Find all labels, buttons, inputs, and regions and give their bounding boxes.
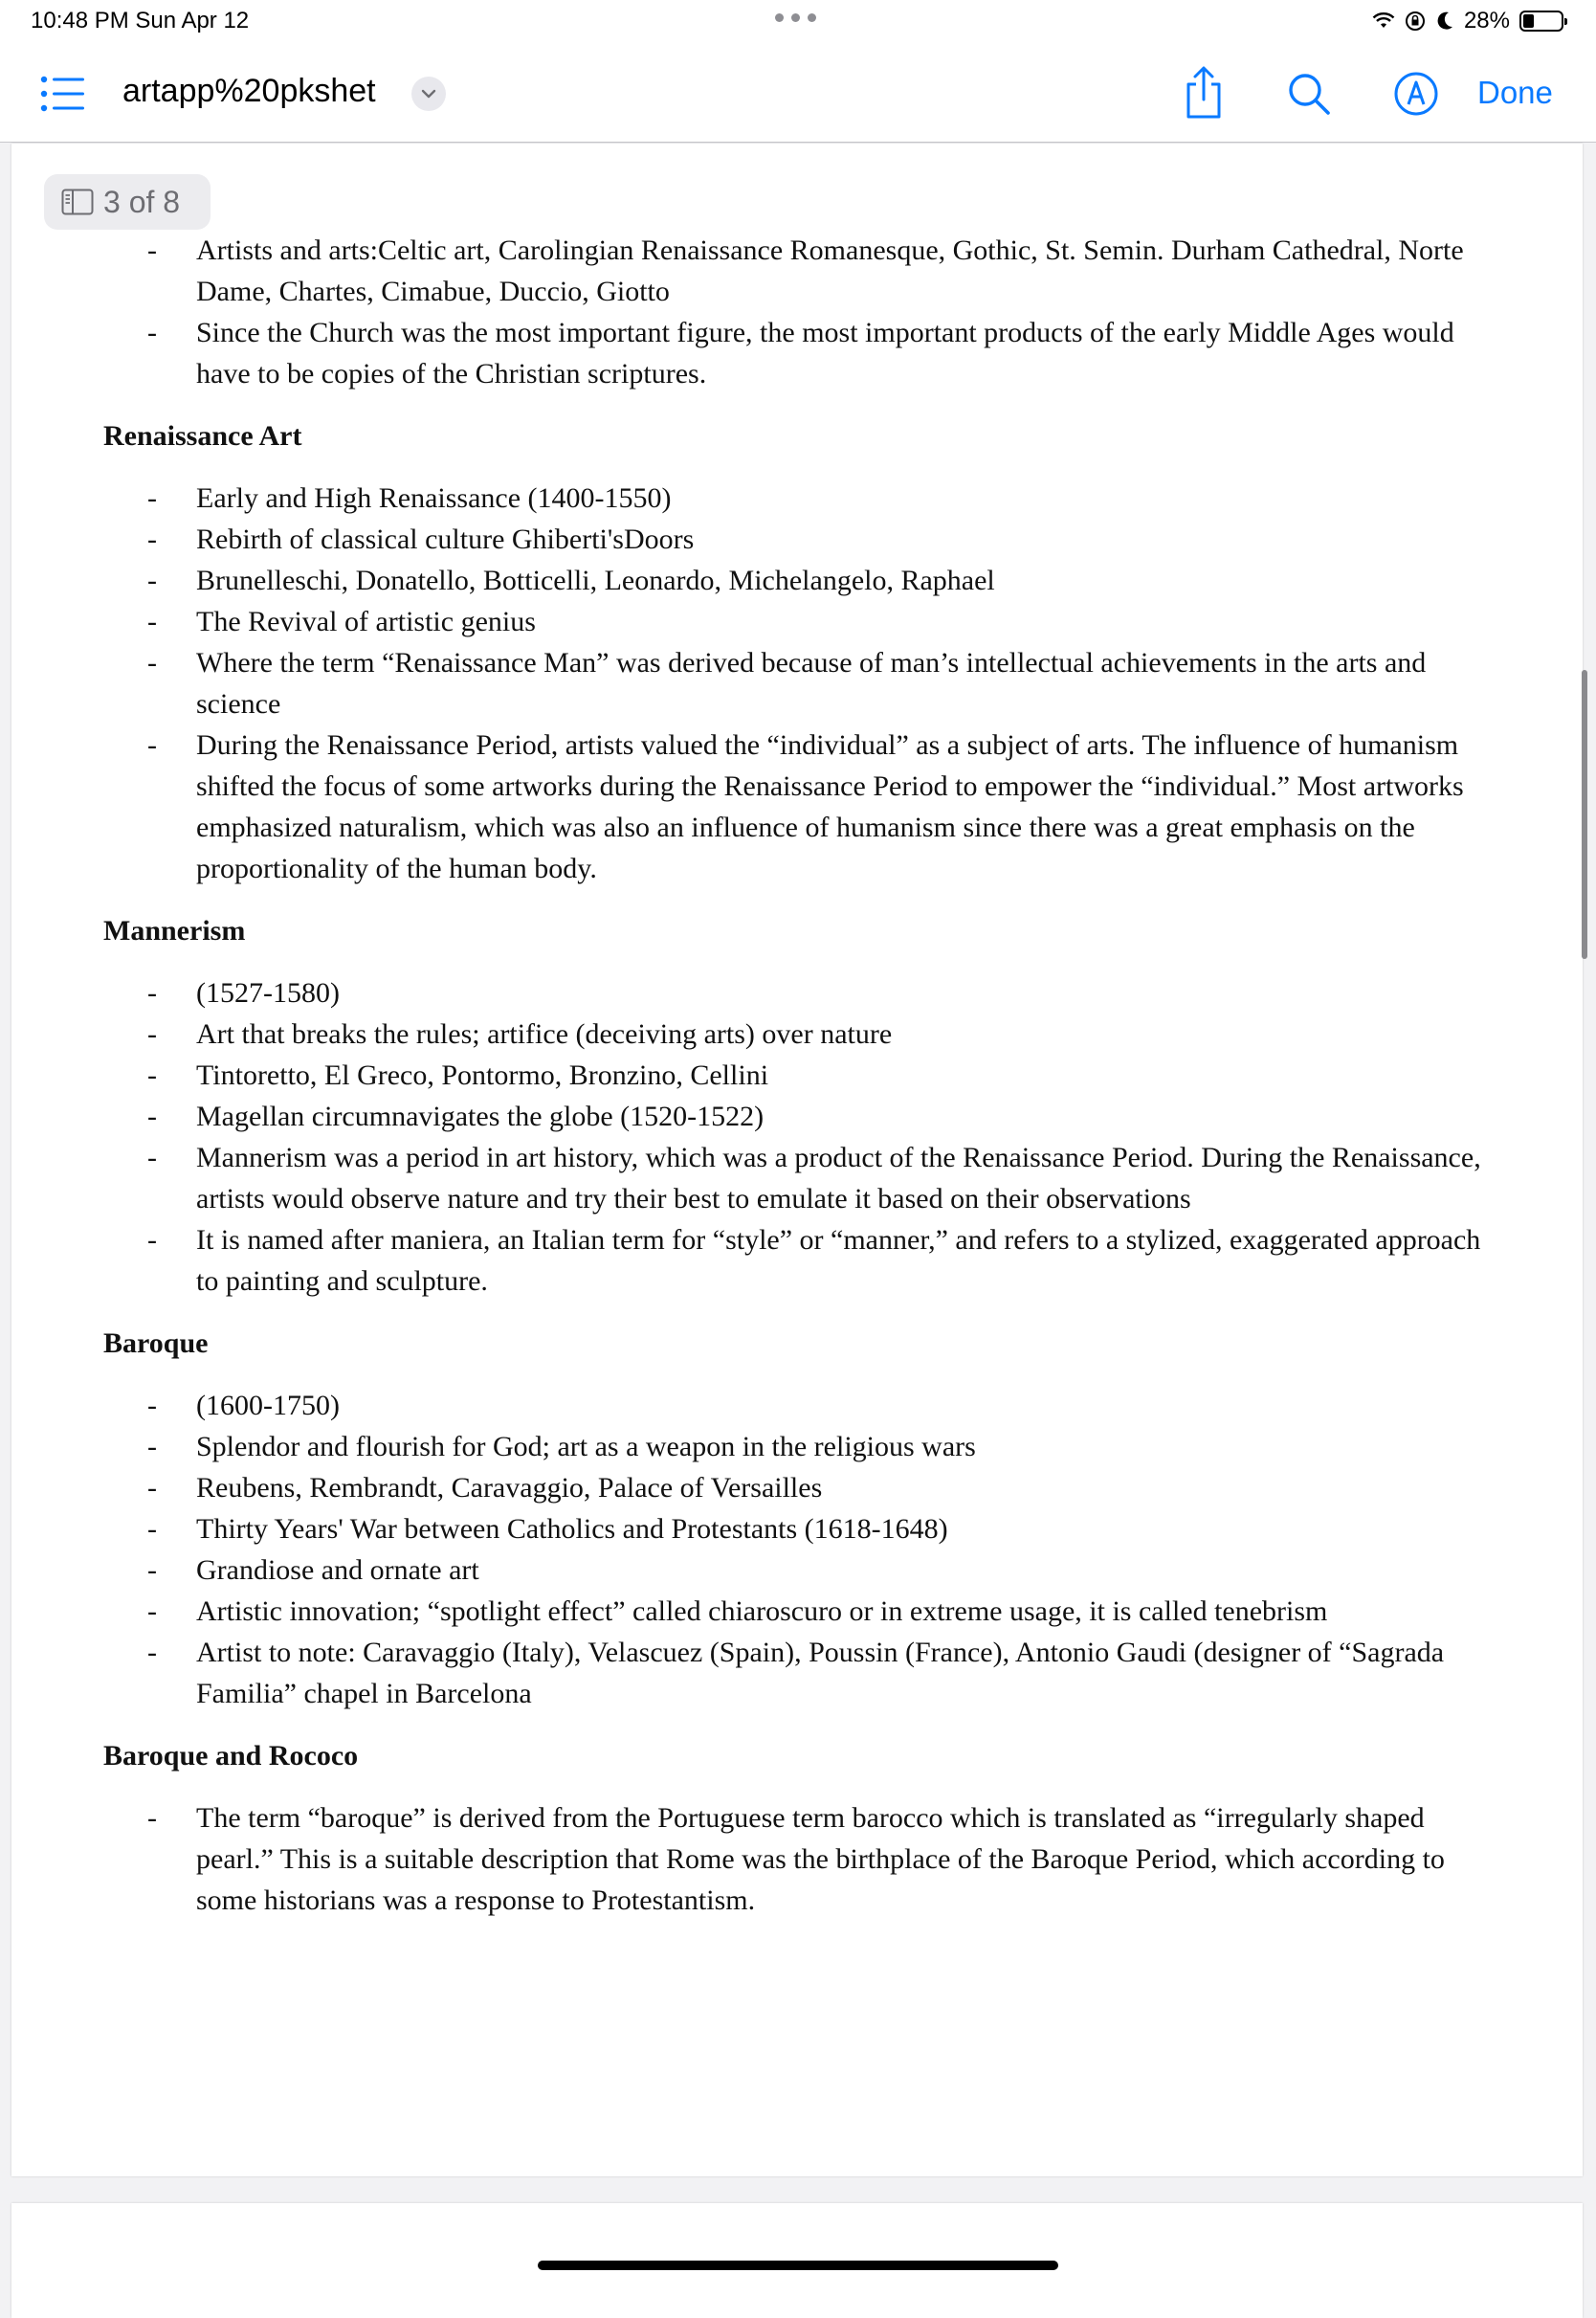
list-item: - Artists and arts:Celtic art, Carolingian Renaissance Romanesque, Gothic, St. Semin. Durham Cathedral, Norte Dame, Chartes, Cimabue, Duccio, Giotto [103, 230, 1500, 312]
scrollbar[interactable] [1582, 670, 1587, 959]
list-item: - Splendor and flourish for God; art as a weapon in the religious wars [103, 1426, 1500, 1467]
list-item: - Reubens, Rembrandt, Caravaggio, Palace of Versailles [103, 1467, 1500, 1508]
baroque-rococo-bullet-list [103, 1797, 1500, 1921]
page-indicator[interactable] [44, 174, 211, 230]
document-content [103, 230, 1500, 1921]
list-item: - Rebirth of classical culture Ghiberti'sDoors [103, 519, 1500, 560]
moon-icon [1435, 11, 1454, 32]
section-heading-baroque: Baroque [103, 1327, 209, 1359]
status-bar [0, 0, 1596, 46]
list-item: - Artistic innovation; “spotlight effect” called chiaroscuro or in extreme usage, it is called tenebrism [103, 1591, 1500, 1632]
orientation-lock-icon [1405, 11, 1426, 32]
list-item: - During the Renaissance Period, artists valued the “individual” as a subject of arts. The influence of humanism shifted the focus of some artworks during the Renaissance Period to empower the “individual.” Most artworks emphasized naturalism, which was also an influence of humanism since there was a great emphasis on the proportionality of the human body. [103, 724, 1500, 889]
search-icon[interactable] [1286, 71, 1332, 117]
list-item: - Thirty Years' War between Catholics and Protestants (1618-1648) [103, 1508, 1500, 1549]
list-item: - Grandiose and ornate art [103, 1549, 1500, 1591]
multitasking-dots-icon[interactable] [775, 13, 816, 22]
battery-percent: 28% [1463, 8, 1510, 33]
mannerism-bullet-list [103, 972, 1500, 1302]
section-heading-renaissance: Renaissance Art [103, 420, 302, 452]
list-icon[interactable] [40, 75, 84, 113]
list-item: - Mannerism was a period in art history, which was a product of the Renaissance Period. During the Renaissance, artists would observe nature and try their best to emulate it based on their observations [103, 1137, 1500, 1219]
list-item: - (1600-1750) [103, 1385, 1500, 1426]
intro-bullet-list [103, 230, 1500, 394]
sidebar-icon [61, 189, 94, 215]
done-button[interactable]: Done [1477, 75, 1553, 110]
chevron-down-icon[interactable] [411, 77, 446, 111]
section-heading-baroque-rococo: Baroque and Rococo [103, 1740, 359, 1772]
markup-icon[interactable] [1393, 71, 1439, 117]
document-title[interactable]: artapp%20pkshet [122, 73, 376, 109]
baroque-bullet-list [103, 1385, 1500, 1714]
list-item: - Brunelleschi, Donatello, Botticelli, Leonardo, Michelangelo, Raphael [103, 560, 1500, 601]
list-item: - Tintoretto, El Greco, Pontormo, Bronzino, Cellini [103, 1055, 1500, 1096]
list-item: - The Revival of artistic genius [103, 601, 1500, 642]
list-item: - (1527-1580) [103, 972, 1500, 1014]
renaissance-bullet-list [103, 478, 1500, 889]
list-item: - Since the Church was the most important figure, the most important products of the early Middle Ages would have to be copies of the Christian scriptures. [103, 312, 1500, 394]
battery-icon [1519, 11, 1563, 32]
list-item: - It is named after maniera, an Italian term for “style” or “manner,” and refers to a stylized, exaggerated approach to painting and sculpture. [103, 1219, 1500, 1302]
list-item: - The term “baroque” is derived from the Portuguese term barocco which is translated as “irregularly shaped pearl.” This is a suitable description that Rome was the birthplace of the Baroque Period, which according to some historians was a response to Protestantism. [103, 1797, 1500, 1921]
home-indicator[interactable] [538, 2261, 1058, 2270]
list-item: - Artist to note: Caravaggio (Italy), Velascuez (Spain), Poussin (France), Antonio Gaudi (designer of “Sagrada Familia” chapel in Barcelona [103, 1632, 1500, 1714]
list-item: - Early and High Renaissance (1400-1550) [103, 478, 1500, 519]
share-icon[interactable] [1183, 65, 1225, 121]
status-indicators [1372, 8, 1563, 34]
wifi-icon [1372, 12, 1395, 30]
list-item: - Art that breaks the rules; artifice (deceiving arts) over nature [103, 1014, 1500, 1055]
page-indicator-label: 3 of 8 [103, 184, 181, 219]
status-time: 10:48 PM Sun Apr 12 [31, 8, 250, 33]
section-heading-mannerism: Mannerism [103, 915, 246, 947]
list-item: - Where the term “Renaissance Man” was derived because of man’s intellectual achievements in the arts and science [103, 642, 1500, 724]
navigation-bar [0, 46, 1596, 143]
list-item: - Magellan circumnavigates the globe (1520-1522) [103, 1096, 1500, 1137]
